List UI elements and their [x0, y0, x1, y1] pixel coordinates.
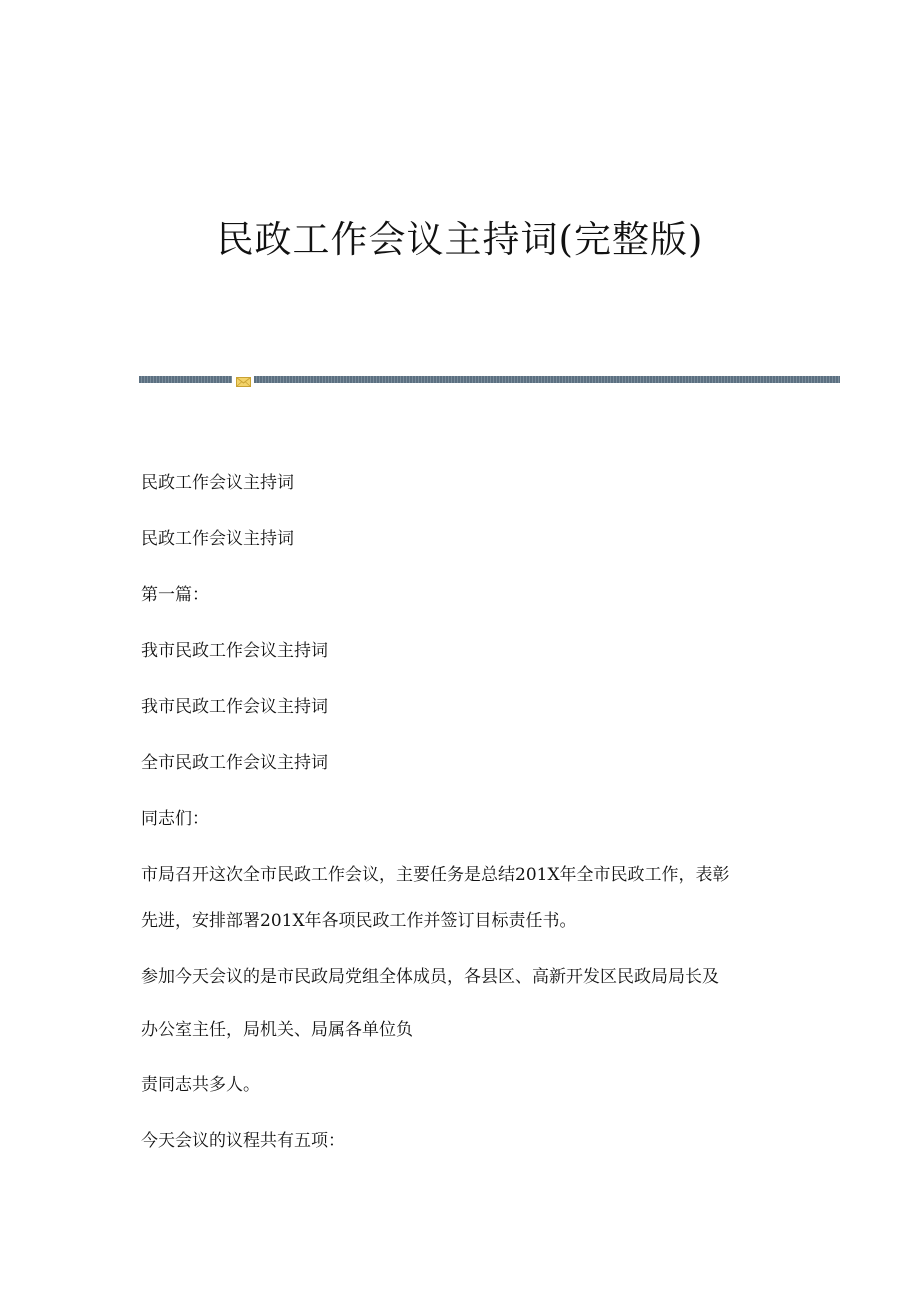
paragraph: 全市民政工作会议主持词	[141, 753, 328, 773]
divider-bar-right	[254, 376, 840, 383]
divider-bar-left	[139, 376, 232, 383]
paragraph: 今天会议的议程共有五项：	[141, 1131, 345, 1151]
paragraph: 我市民政工作会议主持词	[141, 697, 328, 717]
paragraph: 我市民政工作会议主持词	[141, 641, 328, 661]
paragraph: 参加今天会议的是市民政局党组全体成员，各县区、高新开发区民政局局长及	[141, 967, 719, 987]
paragraph: 民政工作会议主持词	[141, 473, 294, 493]
paragraph: 办公室主任，局机关、局属各单位负	[141, 1020, 413, 1040]
paragraph: 市局召开这次全市民政工作会议，主要任务是总结201X年全市民政工作，表彰	[141, 865, 730, 885]
title-divider	[139, 373, 840, 387]
paragraph: 同志们：	[141, 809, 209, 829]
paragraph: 民政工作会议主持词	[141, 529, 294, 549]
paragraph: 责同志共多人。	[141, 1075, 260, 1095]
page-title: 民政工作会议主持词(完整版)	[216, 218, 704, 261]
paragraph: 第一篇：	[141, 585, 209, 605]
envelope-icon	[236, 373, 251, 385]
paragraph: 先进，安排部署201X年各项民政工作并签订目标责任书。	[141, 911, 577, 931]
